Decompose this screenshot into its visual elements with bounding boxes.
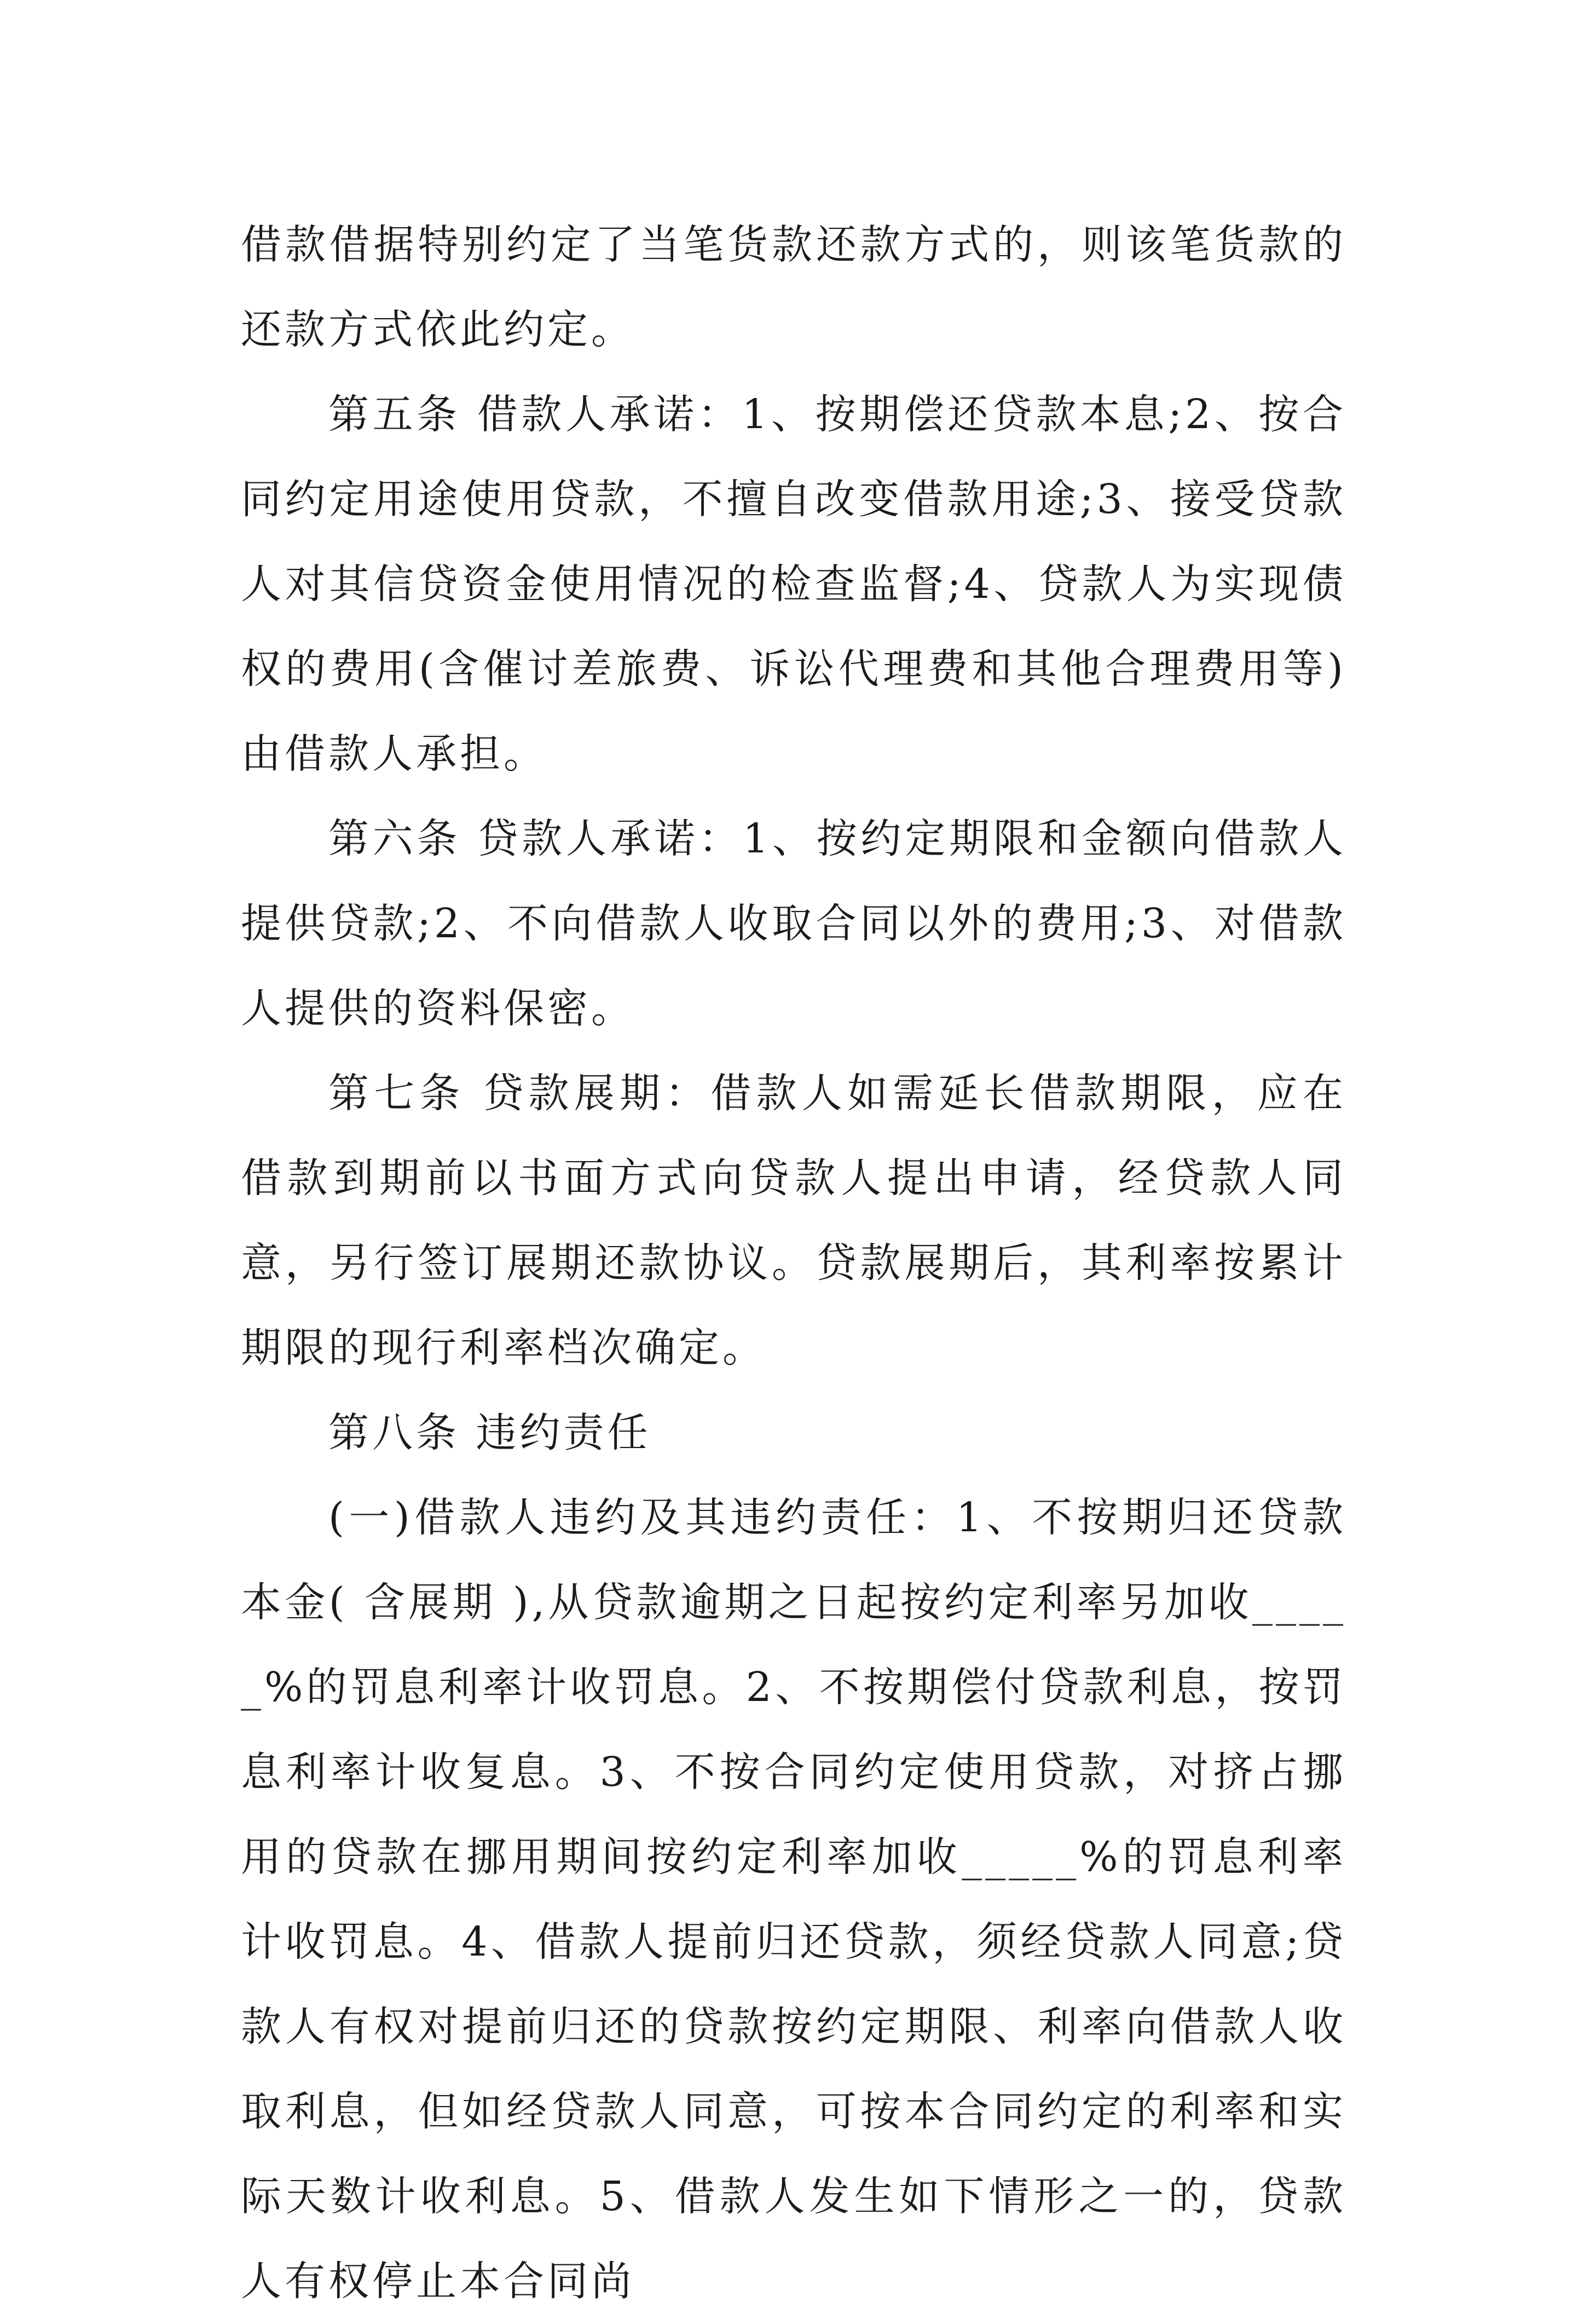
paragraph-article-8-heading: 第八条 违约责任 [328,1409,651,1456]
paragraph-repayment-method: 借款借据特别约定了当笔货款还款方式的，则该笔货款的还款方式依此约定。 [241,221,1346,353]
contract-body [241,203,1346,2324]
paragraph-article-6: 第六条 贷款人承诺：1、按约定期限和金额向借款人提供贷款;2、不向借款人收取合同以外的费用;3、对借款人提供的资料保密。 [241,815,1346,1032]
paragraph-article-7: 第七条 贷款展期：借款人如需延长借款期限，应在借款到期前以书面方式向贷款人提出申请，经贷款人同意，另行签订展期还款协议。贷款展期后，其利率按累计期限的现行利率档次确定。 [241,1070,1346,1371]
paragraph-article-8-clause-1: (一)借款人违约及其违约责任：1、不按期归还贷款本金( 含展期 ),从贷款逾期之日起按约定利率另加收_____%的罚息利率计收罚息。2、不按期偿付贷款利息，按罚息利率计收复息。3、不按合同约定使用贷款，对挤占挪用的贷款在挪用期间按约定利率加收_____%的罚息利率计收罚息。4、借款人提前归还贷款，须经贷款人同意;贷款人有权对提前归还的贷款按约定期限、利率向借款人收取利息，但如经贷款人同意，可按本合同约定的利率和实际天数计收利息。5、借款人发生如下情形之一的，贷款人有权停止本合同尚 [241,1494,1346,2305]
paragraph-article-5: 第五条 借款人承诺：1、按期偿还贷款本息;2、按合同约定用途使用贷款，不擅自改变借款用途;3、接受贷款人对其信贷资金使用情况的检查监督;4、贷款人为实现债权的费用(含催讨差旅费、诉讼代理费和其他合理费用等)由借款人承担。 [241,391,1346,777]
